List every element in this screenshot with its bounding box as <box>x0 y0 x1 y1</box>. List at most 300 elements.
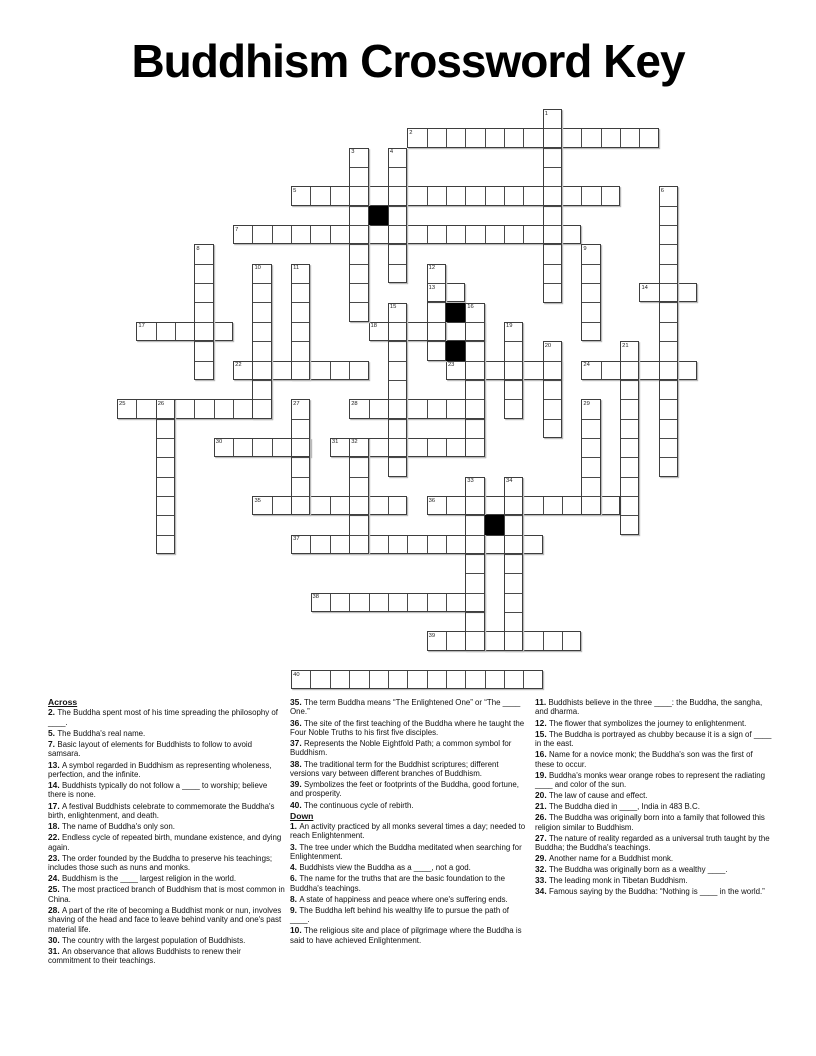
cell-border <box>195 302 212 303</box>
cell-border <box>388 671 389 688</box>
cell-border <box>253 361 270 362</box>
clue-number: 26. <box>535 812 549 823</box>
cell-border <box>505 554 522 555</box>
cell-border <box>214 323 215 340</box>
cell-border <box>350 206 367 207</box>
across-word-17 <box>136 322 233 341</box>
across-word-5 <box>291 186 620 205</box>
cell-border <box>660 380 677 381</box>
cell-number: 24 <box>583 362 590 369</box>
cell-border <box>136 400 137 417</box>
cell-border <box>466 380 483 381</box>
down-word-32 <box>349 438 368 554</box>
down-word-15 <box>388 303 407 477</box>
cell-border <box>621 361 638 362</box>
cell-border <box>407 400 408 417</box>
cell-border <box>446 284 447 301</box>
down-word-8 <box>194 244 213 379</box>
down-word-19 <box>504 322 523 419</box>
cell-border <box>272 362 273 379</box>
cell-border <box>349 594 350 611</box>
clue-number: 8. <box>290 893 300 904</box>
cell-border <box>330 226 331 243</box>
cell-border <box>330 671 331 688</box>
across-clue-30: 30. The country with the largest population of Buddhists. <box>48 934 246 945</box>
cell-border <box>310 362 311 379</box>
cell-border <box>544 148 561 149</box>
down-clue-8: 8. A state of happiness and peace where one's suffering ends. <box>290 893 508 904</box>
down-clue-15: 15. The Buddha is portrayed as chubby because it is a sign of ____ in the east. <box>535 728 772 748</box>
down-word-33 <box>465 477 484 651</box>
cell-border <box>660 283 677 284</box>
clue-number: 35. <box>290 697 304 707</box>
black-cell <box>446 303 465 322</box>
cell-border <box>388 497 389 514</box>
cell-border <box>660 225 677 226</box>
clue-number: 13. <box>48 759 62 770</box>
cell-number: 13 <box>428 284 436 291</box>
cell-border <box>523 536 524 553</box>
cell-border <box>582 419 599 420</box>
cell-border <box>446 187 447 204</box>
cell-border <box>350 535 367 536</box>
cell-border <box>195 264 212 265</box>
cell-border <box>621 477 638 478</box>
cell-border <box>428 322 445 323</box>
cell-border <box>428 341 445 342</box>
cell-border <box>523 671 524 688</box>
cell-border <box>350 186 367 187</box>
across-word-24 <box>581 361 697 380</box>
cell-border <box>582 457 599 458</box>
cell-border <box>427 536 428 553</box>
cell-border <box>544 283 561 284</box>
black-cell <box>369 206 388 225</box>
cell-border <box>465 226 466 243</box>
cell-border <box>466 438 483 439</box>
cell-border <box>389 438 406 439</box>
cell-border <box>195 341 212 342</box>
cell-border <box>466 515 483 516</box>
cell-border <box>562 632 563 649</box>
down-word-21 <box>620 341 639 535</box>
cell-border <box>389 380 406 381</box>
cell-number: 19 <box>506 323 513 330</box>
cell-number: 11 <box>293 265 300 272</box>
cell-border <box>465 187 466 204</box>
cell-border <box>253 341 270 342</box>
clue-number: 18. <box>48 821 62 831</box>
down-word-1 <box>543 109 562 303</box>
black-cell <box>446 341 465 360</box>
cell-number: 39 <box>428 632 436 639</box>
cell-border <box>195 361 212 362</box>
cell-border <box>505 593 522 594</box>
across-clue-17: 17. A festival Buddhists celebrate to commemorate the Buddha's birth, enlightenment, and death. <box>48 800 275 820</box>
cell-border <box>253 302 270 303</box>
cell-border <box>601 129 602 146</box>
cell-border <box>544 225 561 226</box>
cell-number: 10 <box>254 265 261 272</box>
cell-border <box>350 167 367 168</box>
clue-column-2 <box>290 698 528 947</box>
down-header: Down <box>290 810 314 821</box>
clue-number: 34. <box>535 886 549 897</box>
cell-number: 26 <box>157 400 165 407</box>
cell-border <box>621 380 638 381</box>
cell-number: 3 <box>351 149 355 156</box>
across-word-38 <box>311 593 485 612</box>
down-clue-33: 33. The leading monk in Tibetan Buddhism. <box>535 875 688 886</box>
cell-border <box>505 399 522 400</box>
cell-border <box>465 671 466 688</box>
cell-border <box>350 283 367 284</box>
clue-number: 33. <box>535 875 549 886</box>
cell-border <box>350 515 367 516</box>
clue-number: 28. <box>48 904 62 915</box>
cell-border <box>523 226 524 243</box>
cell-border <box>195 283 212 284</box>
cell-border <box>272 497 273 514</box>
cell-border <box>544 167 561 168</box>
cell-border <box>485 129 486 146</box>
cell-border <box>466 399 483 400</box>
cell-border <box>523 129 524 146</box>
clue-number: 9. <box>290 904 300 915</box>
cell-border <box>466 612 483 613</box>
cell-border <box>157 515 174 516</box>
cell-border <box>523 187 524 204</box>
cell-border <box>639 129 640 146</box>
clue-number: 10. <box>290 925 304 936</box>
cell-border <box>466 554 483 555</box>
across-clue-40: 40. The continuous cycle of rebirth. <box>290 799 414 810</box>
down-word-20 <box>543 341 562 438</box>
cell-border <box>466 573 483 574</box>
cell-border <box>485 536 486 553</box>
cell-border <box>156 323 157 340</box>
clue-number: 14. <box>48 780 62 790</box>
cell-number: 33 <box>467 478 474 485</box>
cell-border <box>330 187 331 204</box>
cell-border <box>157 477 174 478</box>
cell-border <box>253 322 270 323</box>
cell-border <box>330 497 331 514</box>
cell-border <box>660 302 677 303</box>
cell-border <box>660 206 677 207</box>
cell-border <box>621 515 638 516</box>
down-word-11 <box>291 264 310 380</box>
cell-border <box>428 302 445 303</box>
cell-border <box>446 671 447 688</box>
cell-border <box>466 593 483 594</box>
clue-number: 15. <box>535 728 549 739</box>
cell-border <box>505 515 522 516</box>
across-word-28 <box>349 399 484 418</box>
clue-number: 22. <box>48 832 62 843</box>
cell-border <box>388 594 389 611</box>
cell-border <box>466 631 483 632</box>
cell-border <box>253 399 270 400</box>
down-word-4 <box>388 148 407 283</box>
clue-number: 39. <box>290 779 304 789</box>
cell-border <box>523 497 524 514</box>
cell-number: 22 <box>235 362 242 369</box>
cell-border <box>544 244 561 245</box>
down-clue-10: 10. The religious site and place of pilgrimage where the Buddha is said to have achieved Enlightenment. <box>290 925 522 945</box>
cell-number: 25 <box>119 400 126 407</box>
cell-number: 30 <box>215 439 223 446</box>
cell-number: 23 <box>447 362 455 369</box>
clue-number: 21. <box>535 801 549 812</box>
cell-number: 7 <box>235 226 239 233</box>
cell-border <box>157 496 174 497</box>
down-clue-6: 6. The name for the truths that are the basic foundation to the Buddha's teachings. <box>290 873 506 893</box>
across-header: Across <box>48 697 78 707</box>
cell-border <box>369 536 370 553</box>
cell-number: 2 <box>409 129 413 136</box>
cell-border <box>157 535 174 536</box>
cell-border <box>544 399 561 400</box>
down-word-34 <box>504 477 523 651</box>
cell-number: 4 <box>389 149 394 156</box>
across-clue-36: 36. The site of the first teaching of the Buddha where he taught the Four Noble Truths to his first five disciples. <box>290 717 525 737</box>
cell-border <box>446 439 447 456</box>
down-clue-1: 1. An activity practiced by all monks several times a day; needed to reach Enlightenment. <box>290 821 526 841</box>
down-clue-34: 34. Famous saying by the Buddha: “Nothing is ____ in the world.” <box>535 886 765 897</box>
cell-number: 8 <box>196 245 200 252</box>
cell-number: 29 <box>583 400 590 407</box>
cell-border <box>389 264 406 265</box>
cell-border <box>621 438 638 439</box>
cell-border <box>175 400 176 417</box>
cell-number: 35 <box>254 497 261 504</box>
clue-number: 2. <box>48 707 58 718</box>
cell-border <box>195 322 212 323</box>
cell-border <box>660 457 677 458</box>
cell-border <box>446 323 447 340</box>
down-clue-21: 21. The Buddha died in ____, India in 483 B.C. <box>535 801 700 812</box>
cell-border <box>504 129 505 146</box>
cell-border <box>505 535 522 536</box>
cell-border <box>310 226 311 243</box>
across-clue-23: 23. The order founded by the Buddha to preserve his teachings; includes those such as nuns and monks. <box>48 852 273 872</box>
cell-number: 38 <box>312 594 319 601</box>
cell-border <box>310 536 311 553</box>
cell-border <box>562 187 563 204</box>
clue-number: 4. <box>290 862 300 872</box>
cell-border <box>253 380 270 381</box>
cell-border <box>543 632 544 649</box>
across-clue-39: 39. Symbolizes the feet or footprints of the Buddha, good fortune, and prosperity. <box>290 779 519 799</box>
down-word-12 <box>427 264 446 361</box>
cell-border <box>389 457 406 458</box>
cell-border <box>389 225 406 226</box>
cell-border <box>350 225 367 226</box>
across-clue-25: 25. The most practiced branch of Buddhism that is most common in China. <box>48 884 285 904</box>
cell-number: 27 <box>293 400 300 407</box>
cell-border <box>621 399 638 400</box>
down-word-29 <box>581 399 600 515</box>
cell-border <box>427 594 428 611</box>
clue-number: 16. <box>535 749 549 760</box>
across-word-40 <box>291 670 543 689</box>
cell-border <box>562 497 563 514</box>
down-clue-19: 19. Buddha's monks wear orange robes to represent the radiating ____ and color of the sun. <box>535 769 765 789</box>
cell-border <box>660 264 677 265</box>
cell-border <box>446 632 447 649</box>
cell-border <box>466 361 483 362</box>
cell-border <box>544 419 561 420</box>
cell-border <box>349 671 350 688</box>
cell-border <box>330 362 331 379</box>
cell-border <box>407 671 408 688</box>
across-clue-35: 35. The term Buddha means “The Enlightened One” or “The ____ One.” <box>290 697 521 717</box>
cell-border <box>505 341 522 342</box>
cell-border <box>233 400 234 417</box>
cell-border <box>544 186 561 187</box>
cell-border <box>581 129 582 146</box>
cell-border <box>621 419 638 420</box>
clue-number: 5. <box>48 727 58 738</box>
across-word-7 <box>233 225 581 244</box>
cell-border <box>369 497 370 514</box>
cell-border <box>292 322 309 323</box>
cell-border <box>194 400 195 417</box>
down-word-26 <box>156 399 175 554</box>
cell-number: 18 <box>370 323 377 330</box>
cell-border <box>446 226 447 243</box>
cell-border <box>427 129 428 146</box>
cell-border <box>620 129 621 146</box>
cell-border <box>214 400 215 417</box>
across-clue-18: 18. The name of Buddha's only son. <box>48 821 175 831</box>
cell-border <box>252 226 253 243</box>
cell-border <box>292 438 309 439</box>
cell-border <box>407 536 408 553</box>
cell-number: 15 <box>389 304 397 310</box>
cell-border <box>389 186 406 187</box>
cell-border <box>427 226 428 243</box>
cell-border <box>292 283 309 284</box>
cell-border <box>272 439 273 456</box>
cell-border <box>485 497 486 514</box>
clue-number: 37. <box>290 738 304 748</box>
cell-border <box>428 283 445 284</box>
across-clue-7: 7. Basic layout of elements for Buddhists to follow to avoid samsara. <box>48 739 253 759</box>
cell-border <box>562 226 563 243</box>
across-clue-14: 14. Buddhists typically do not follow a ____ to worship; believe there is none. <box>48 780 268 800</box>
cell-number: 12 <box>428 265 436 272</box>
down-word-9 <box>581 244 600 341</box>
clue-number: 40. <box>290 799 304 810</box>
cell-border <box>660 419 677 420</box>
clue-number: 19. <box>535 769 549 780</box>
cell-border <box>485 632 486 649</box>
cell-number: 21 <box>622 342 629 349</box>
clue-number: 7. <box>48 739 58 749</box>
cell-border <box>349 362 350 379</box>
clue-number: 23. <box>48 852 62 863</box>
cell-border <box>660 322 677 323</box>
cell-border <box>466 496 483 497</box>
clue-number: 3. <box>290 841 300 852</box>
cell-border <box>310 671 311 688</box>
cell-border <box>427 187 428 204</box>
cell-border <box>582 438 599 439</box>
cell-border <box>427 439 428 456</box>
down-clue-4: 4. Buddhists view the Buddha as a ____, not a god. <box>290 862 471 872</box>
cell-number: 14 <box>641 284 648 291</box>
cell-border <box>369 187 370 204</box>
cell-number: 36 <box>428 497 436 504</box>
cell-border <box>389 399 406 400</box>
cell-border <box>389 206 406 207</box>
cell-border <box>252 439 253 456</box>
down-clue-16: 16. Name for a novice monk; the Buddha's son was the first of these to occur. <box>535 749 753 769</box>
across-clue-38: 38. The traditional term for the Buddhist scriptures; different versions vary between different branches of Buddhism. <box>290 758 499 778</box>
cell-border <box>660 244 677 245</box>
cell-border <box>157 419 174 420</box>
down-clue-26: 26. The Buddha was originally born into a family that followed this religion similar to Buddhism. <box>535 812 765 832</box>
cell-border <box>369 671 370 688</box>
cell-border <box>388 536 389 553</box>
cell-border <box>389 322 406 323</box>
cell-number: 31 <box>331 439 339 446</box>
cell-number: 28 <box>351 400 358 407</box>
cell-border <box>678 284 679 301</box>
cell-border <box>621 457 638 458</box>
cell-border <box>523 632 524 649</box>
cell-border <box>639 362 640 379</box>
cell-border <box>253 283 270 284</box>
cell-border <box>389 361 406 362</box>
cell-number: 34 <box>506 478 513 485</box>
down-clue-12: 12. The flower that symbolizes the journey to enlightenment. <box>535 717 747 728</box>
cell-border <box>544 361 561 362</box>
cell-number: 32 <box>351 439 358 446</box>
cell-border <box>350 477 367 478</box>
cell-border <box>350 457 367 458</box>
down-clue-9: 9. The Buddha left behind his wealthy life to pursue the path of ____. <box>290 904 509 925</box>
cell-border <box>466 419 483 420</box>
cell-border <box>678 362 679 379</box>
cell-number: 6 <box>660 187 665 194</box>
cell-border <box>350 264 367 265</box>
across-word-25 <box>117 399 272 418</box>
crossword-grid <box>117 109 698 690</box>
cell-border <box>485 362 486 379</box>
page-title: Buddhism Crossword Key <box>131 35 685 87</box>
cell-border <box>505 361 522 362</box>
cell-border <box>543 497 544 514</box>
cell-border <box>660 399 677 400</box>
cell-border <box>292 302 309 303</box>
down-clue-32: 32. The Buddha was originally born as a wealthy ____. <box>535 864 728 875</box>
cell-border <box>562 129 563 146</box>
cell-number: 37 <box>293 536 300 543</box>
cell-border <box>582 496 599 497</box>
cell-border <box>601 497 602 514</box>
cell-border <box>292 496 309 497</box>
across-clue-2: 2. The Buddha spent most of his time spreading the philosophy of ____. <box>48 707 278 727</box>
down-clue-3: 3. The tree under which the Buddha meditated when searching for Enlightenment. <box>290 841 522 861</box>
cell-border <box>389 341 406 342</box>
cell-border <box>466 535 483 536</box>
cell-border <box>310 497 311 514</box>
across-clue-24: 24. Buddhism is the ____ largest religion in the world. <box>48 873 237 884</box>
cell-border <box>660 341 677 342</box>
